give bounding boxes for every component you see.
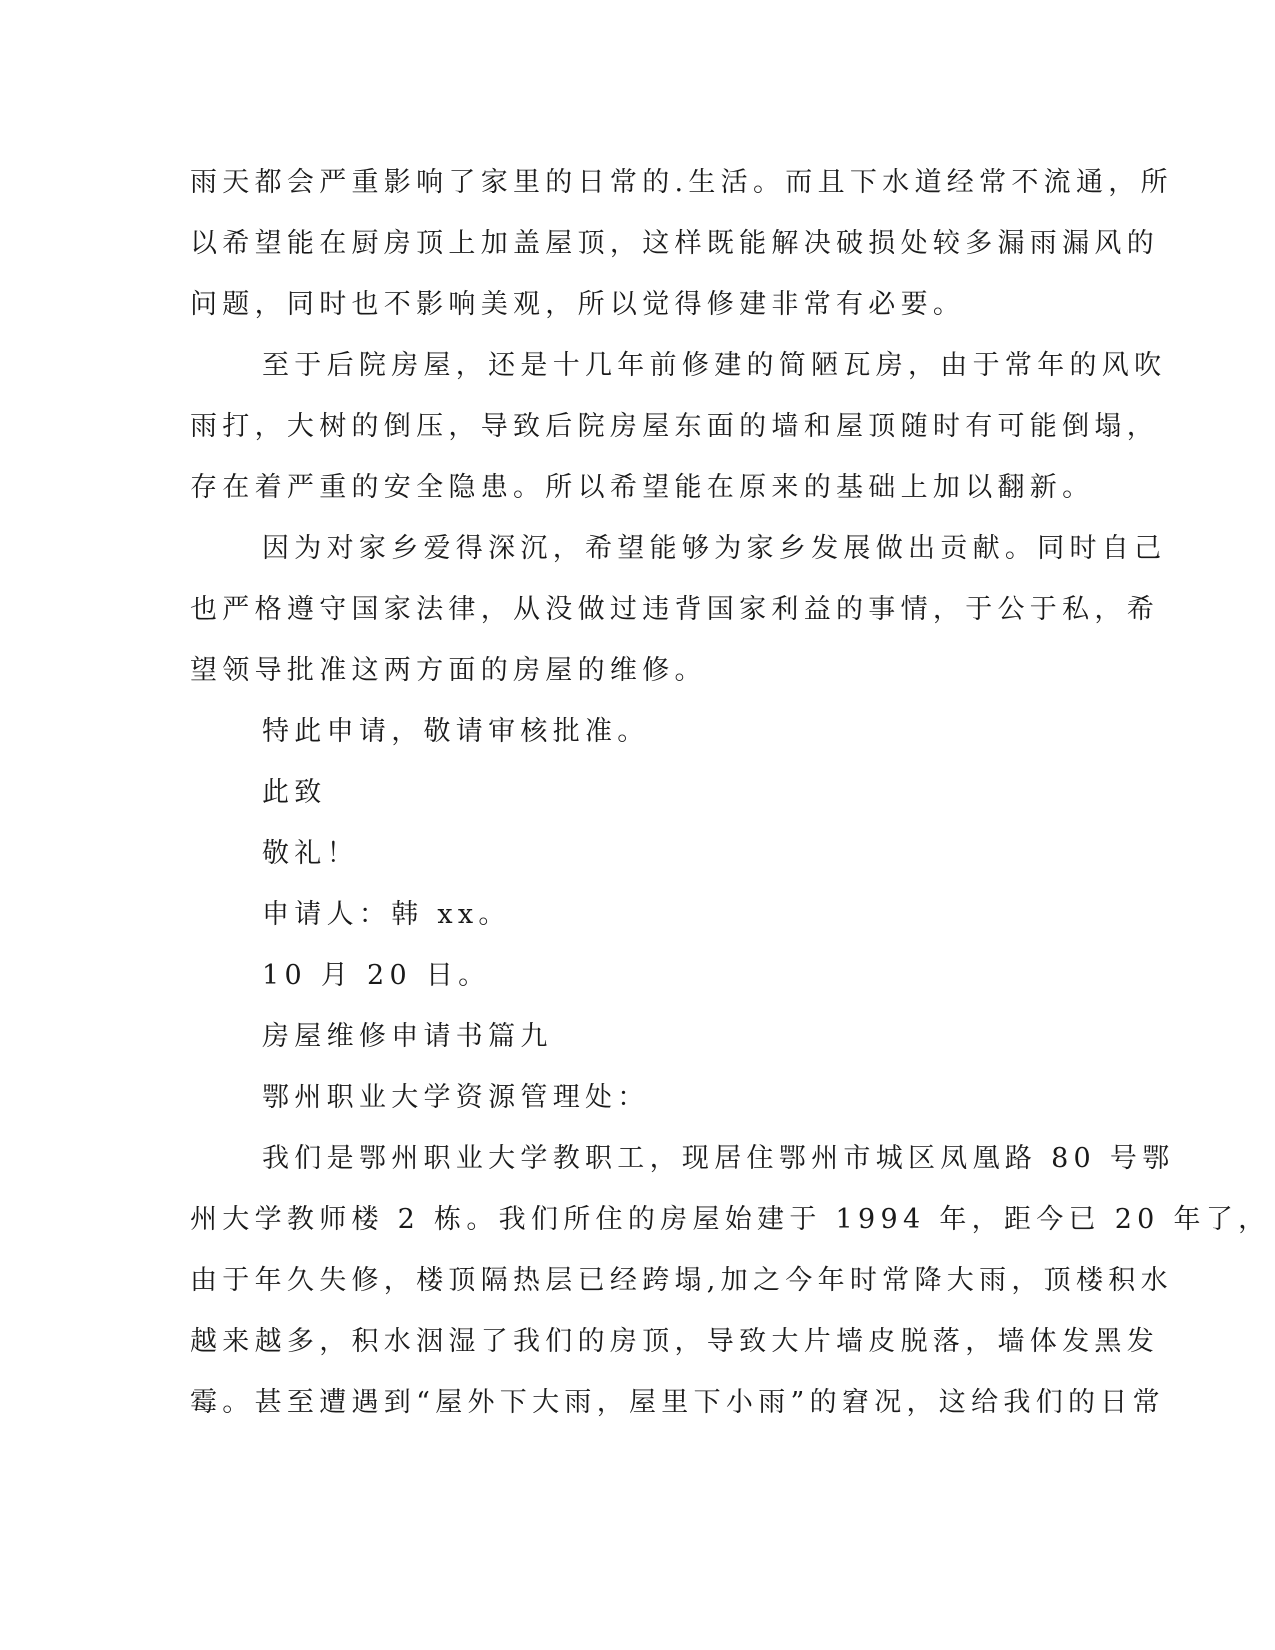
closing-request: 特此申请，敬请审核批准。: [262, 716, 650, 747]
paragraph: [190, 1128, 1271, 1433]
paragraph: [190, 152, 1173, 335]
section-title: 房屋维修申请书篇九: [262, 1021, 553, 1052]
paragraph: [190, 335, 1167, 518]
closing-salute: 敬礼！: [262, 838, 359, 869]
paragraph-line: 由于年久失修，楼顶隔热层已经跨塌,加之今年时常降大雨，顶楼积水: [190, 1265, 1173, 1296]
paragraph-line: 存在着严重的安全隐患。所以希望能在原来的基础上加以翻新。: [190, 472, 1095, 503]
paragraph-line: 霉。甚至遭遇到“屋外下大雨，屋里下小雨”的窘况，这给我们的日常: [190, 1387, 1165, 1418]
paragraph-line: 因为对家乡爱得深沉，希望能够为家乡发展做出贡献。同时自己: [262, 533, 1167, 564]
document-body: [190, 152, 1271, 1433]
paragraph-line: 我们是鄂州职业大学教职工，现居住鄂州市城区凤凰路 80 号鄂: [262, 1143, 1175, 1174]
paragraph-line: 问题，同时也不影响美观，所以觉得修建非常有必要。: [190, 289, 966, 320]
salutation: 鄂州职业大学资源管理处：: [262, 1082, 650, 1113]
paragraph-line: 也严格遵守国家法律，从没做过违背国家利益的事情，于公于私，希: [190, 594, 1159, 625]
paragraph-line: 望领导批准这两方面的房屋的维修。: [190, 655, 707, 686]
closing-greeting: 此致: [262, 777, 327, 808]
paragraph-line: 雨天都会严重影响了家里的日常的.生活。而且下水道经常不流通，所: [190, 167, 1173, 198]
application-date: 10 月 20 日。: [262, 960, 491, 991]
closing-block: [190, 701, 1070, 1006]
paragraph-line: 至于后院房屋，还是十几年前修建的简陋瓦房，由于常年的风吹: [262, 350, 1167, 381]
paragraph: [190, 518, 1167, 701]
paragraph-line: 以希望能在厨房顶上加盖屋顶，这样既能解决破损处较多漏雨漏风的: [190, 228, 1159, 259]
paragraph-line: 越来越多，积水洇湿了我们的房顶，导致大片墙皮脱落，墙体发黑发: [190, 1326, 1159, 1357]
paragraph-line: 雨打，大树的倒压，导致后院房屋东面的墙和屋顶随时有可能倒塌，: [190, 411, 1159, 442]
applicant-name: 申请人：韩 xx。: [262, 899, 511, 930]
paragraph-line: 州大学教师楼 2 栋。我们所住的房屋始建于 1994 年，距今已 20 年了，: [190, 1204, 1271, 1235]
